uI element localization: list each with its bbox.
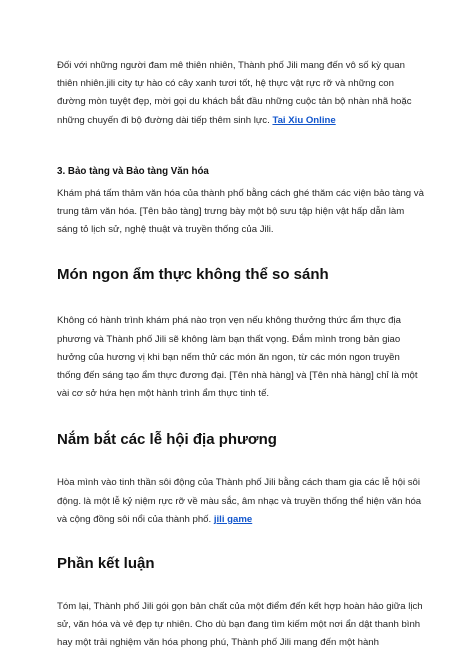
festivals-text: Hòa mình vào tinh thần sôi động của Thành phố Jili bằng cách tham gia các lễ hội sôi động. là một lễ kỷ niệm rực rỡ về màu sắc, âm nhạc và truyền thống thể hiện văn hóa và cộng đồng sôi nổi của thành phố. [57,477,422,525]
museum-heading: 3. Bảo tàng và Bảo tàng Văn hóa [57,165,209,177]
intro-paragraph [57,57,424,130]
festivals-heading: Nắm bắt các lễ hội địa phương [57,431,277,449]
jili-game-link[interactable]: jili game [213,513,253,525]
museum-paragraph: Khám phá tấm thảm văn hóa của thành phố bằng cách ghé thăm các viện bảo tàng và trung tâm văn hóa. [Tên bảo tàng] trưng bày một bộ sưu tập hiện vật hấp dẫn làm sáng tỏ lịch sử, nghệ thuật và truyền thống của Jili. [57,187,424,236]
tai-xiu-online-link[interactable]: Tai Xiu Online [272,114,336,126]
food-heading: Món ngon ẩm thực không thể so sánh [57,266,329,284]
conclusion-paragraph: Tóm lại, Thành phố Jili gói gọn bản chất của một điểm đến kết hợp hoàn hảo giữa lịch sử, văn hóa và vẻ đẹp tự nhiên. Cho dù bạn đang tìm kiếm một nơi ẩn dật thanh bình hay một trải nghiệm văn hóa phong phú, Thành phố Jili mang đến một hành [57,601,423,649]
food-paragraph: Không có hành trình khám phá nào trọn vẹn nếu không thưởng thức ẩm thực địa phương và Thành phố Jili sẽ không làm bạn thất vọng. Đắm mình trong bản giao hưởng của hương vị khi bạn nếm thử các món ăn ngon, từ các món ngon truyền thống đến sáng tạo ẩm thực đương đại. [Tên nhà hàng] và [Tên nhà hàng] chỉ là một vài cơ sở hứa hẹn một hành trình ẩm thực tinh tế. [57,315,418,400]
festivals-paragraph [57,474,424,529]
intro-text: Đối với những người đam mê thiên nhiên, Thành phố Jili mang đến vô số kỳ quan thiên nhiên.jili city tự hào có cây xanh tươi tốt, hệ thực vật rực rỡ và những con đường mòn tuyệt đẹp, mời gọi du khách bắt đầu những cuộc tản bộ nhàn nhã hoặc những chuyến đi bộ đường dài tiếp thêm sinh lực. [57,60,412,126]
conclusion-heading: Phần kết luận [57,555,155,573]
